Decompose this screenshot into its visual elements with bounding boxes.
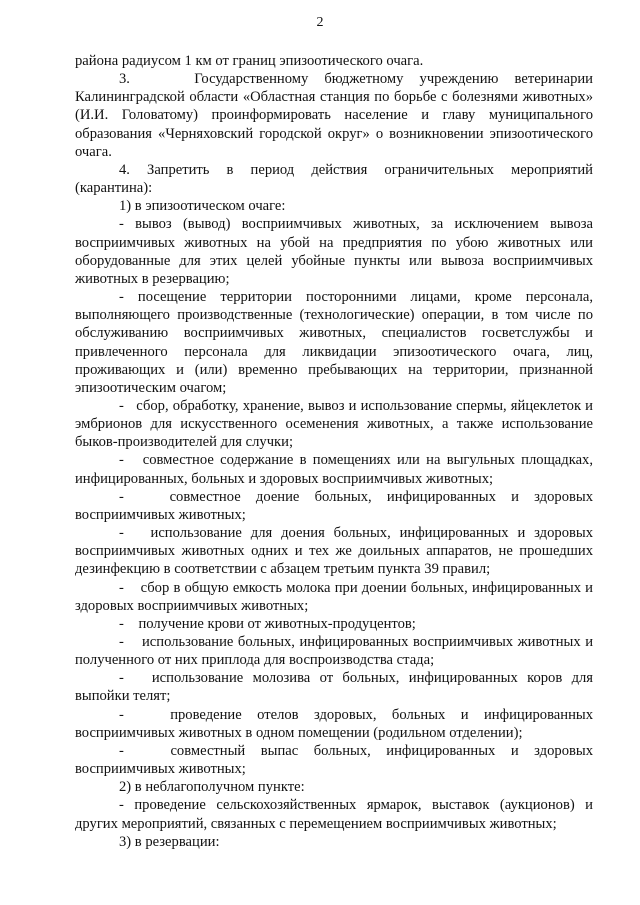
list-item: - совместный выпас больных, инфицированных и здоровых восприимчивых животных; [75, 742, 593, 778]
list-item: - сбор в общую емкость молока при доении больных, инфицированных и здоровых восприимчивых животных; [75, 579, 593, 614]
list-item: - вывоз (вывод) восприимчивых животных, за исключением вывоза восприимчивых животных на убой на предприятия по убою животных или оборудованные для этих целей убойные пункты или вывоза восприимчивых животных в резервацию; [75, 216, 593, 287]
list-item: - использование больных, инфицированных восприимчивых животных и полученного от них приплода для воспроизводства стада; [75, 634, 593, 669]
list-item: - совместное доение больных, инфицированных и здоровых восприимчивых животных; [75, 488, 593, 523]
subitem-2-heading: 2) в неблагополучном пункте: [119, 779, 305, 796]
list-item: - использование молозива от больных, инфицированных коров для выпойки телят; [75, 670, 593, 705]
list-item: - использование для доения больных, инфицированных и здоровых восприимчивых животных одних и тех же доильных аппаратов, не прошедших дезинфекцию в соответствии с абзацем третьим пункта 39 правил; [75, 525, 593, 578]
paragraph-continuation: района радиусом 1 км от границ эпизоотического очага. [75, 53, 424, 69]
subitem-1-heading: 1) в эпизоотическом очаге: [119, 198, 286, 215]
list-item: - получение крови от животных-продуцентов; [119, 615, 416, 632]
list-item: - сбор, обработку, хранение, вывоз и использование спермы, яйцеклеток и эмбрионов для искусственного осеменения животных, а также использование быков-производителей для случки; [75, 397, 593, 451]
paragraph-item-3: 3. Государственному бюджетному учреждению ветеринарии Калининградской области «Областная станция по борьбе с болезнями животных» (И.И. Головатому) проинформировать население и главу муниципального образования «Черняховский городской округ» о возникновении эпизоотического очага. [75, 71, 593, 160]
list-item: - проведение сельскохозяйственных ярмарок, выставок (аукционов) и других мероприятий, связанных с перемещением восприимчивых животных; [75, 797, 593, 832]
page-number: 2 [316, 15, 324, 30]
list-item: - проведение отелов здоровых, больных и инфицированных восприимчивых животных в одном помещении (родильном отделении); [75, 706, 593, 741]
list-item: - посещение территории посторонними лицами, кроме персонала, выполняющего производственные (технологические) операции, в том числе по обслуживанию восприимчивых животных, специалистов госветслужбы и привлеченного персонала для ликвидации эпизоотического очага, лиц, проживающих и (или) временно пребывающих на территории, признанной эпизоотическим очагом; [75, 289, 593, 396]
subitem-3-heading: 3) в резервации: [119, 833, 220, 850]
paragraph-item-4: 4. Запретить в период действия ограничительных мероприятий (карантина): [75, 161, 593, 197]
document-body [75, 52, 593, 851]
list-item: - совместное содержание в помещениях или на выгульных площадках, инфицированных, больных и здоровых восприимчивых животных; [75, 452, 593, 487]
